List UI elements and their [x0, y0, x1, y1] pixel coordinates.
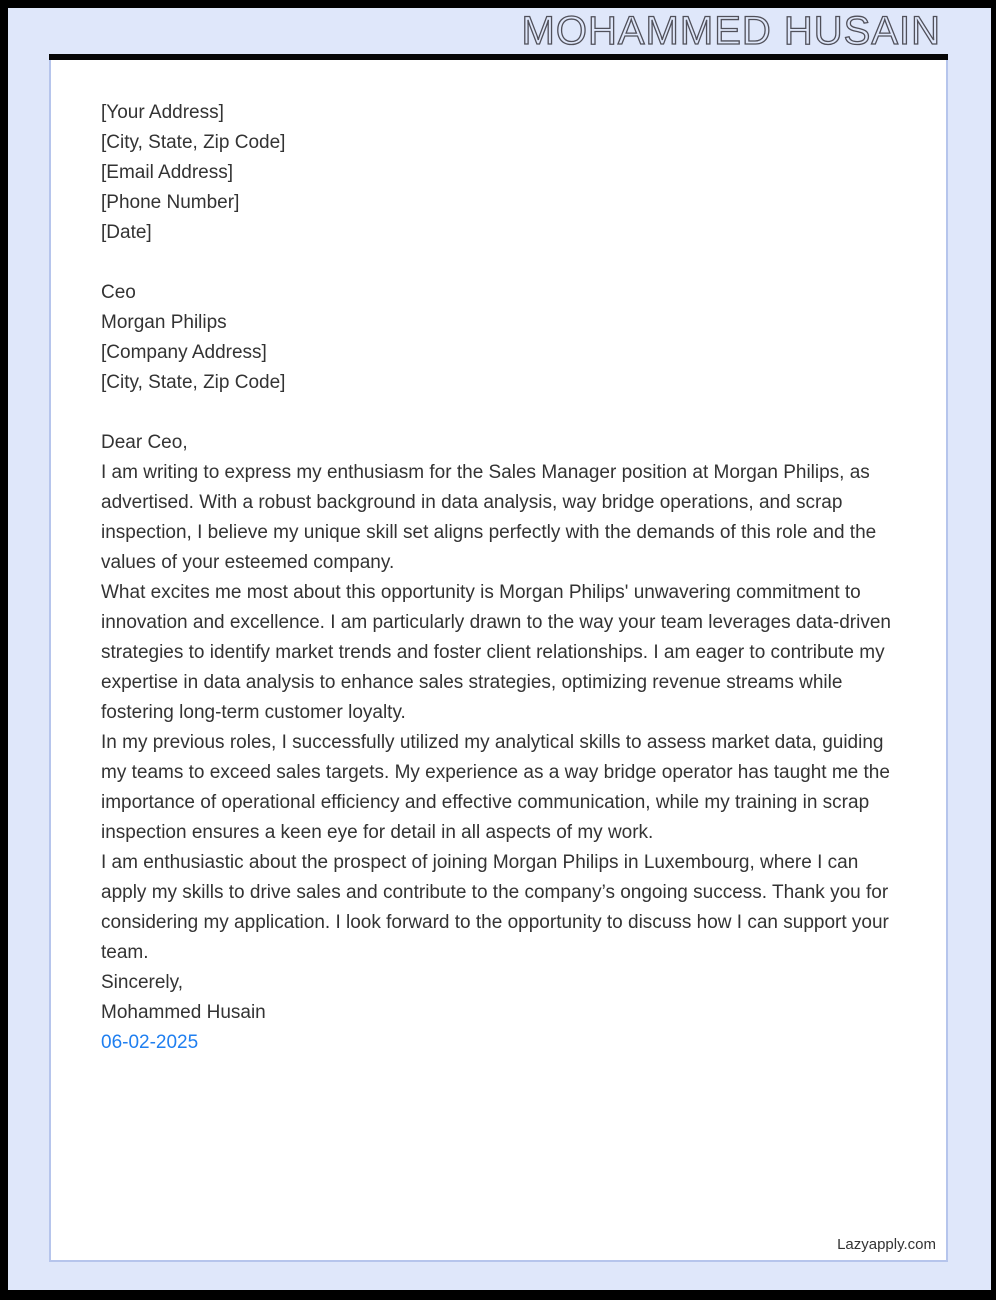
recipient-city-line: [City, State, Zip Code]	[101, 372, 286, 393]
paragraph-intro: I am writing to express my enthusiasm for the Sales Manager position at Morgan Philips, as advertised. With a robust background in data analysis, way bridge operations, and scrap inspection, I believe my unique skill set aligns perfectly with the demands of this role and the values of your esteemed company.	[101, 462, 877, 573]
letter-page	[49, 54, 948, 1262]
page-title: MOHAMMED HUSAIN	[521, 9, 941, 53]
sender-phone-line: [Phone Number]	[101, 192, 240, 213]
sender-date-line: [Date]	[101, 222, 152, 243]
paragraph-motivation: What excites me most about this opportunity is Morgan Philips' unwavering commitment to innovation and excellence. I am particularly drawn to the way your team leverages data-driven strategies to identify market trends and foster client relationships. I am eager to contribute my expertise in data analysis to enhance sales strategies, optimizing revenue streams while fostering long-term customer loyalty.	[101, 582, 891, 723]
sender-email-line: [Email Address]	[101, 162, 233, 183]
recipient-title-line: Ceo	[101, 282, 136, 303]
paragraph-closing: I am enthusiastic about the prospect of joining Morgan Philips in Luxembourg, where I can apply my skills to drive sales and contribute to the company’s ongoing success. Thank you for considering my application. I look forward to the opportunity to discuss how I can support your team.	[101, 852, 889, 963]
letterhead	[8, 8, 991, 54]
closing-phrase: Sincerely,	[101, 972, 184, 993]
recipient-address-line: [Company Address]	[101, 342, 267, 363]
signature-block	[101, 968, 896, 1028]
recipient-block	[101, 278, 896, 398]
sender-block	[101, 98, 896, 248]
salutation: Dear Ceo,	[101, 432, 188, 453]
signature-name: Mohammed Husain	[101, 1002, 266, 1023]
sender-city-line: [City, State, Zip Code]	[101, 132, 286, 153]
sender-address-line: [Your Address]	[101, 102, 224, 123]
paragraph-experience: In my previous roles, I successfully utilized my analytical skills to assess market data, guiding my teams to exceed sales targets. My experience as a way bridge operator has taught me the importance of operational efficiency and effective communication, while my training in scrap inspection ensures a keen eye for detail in all aspects of my work.	[101, 732, 890, 843]
letter-body	[49, 60, 948, 1262]
recipient-company-line: Morgan Philips	[101, 312, 227, 333]
date-link[interactable]: 06-02-2025	[101, 1032, 199, 1053]
brand-watermark: Lazyapply.com	[837, 1236, 936, 1253]
